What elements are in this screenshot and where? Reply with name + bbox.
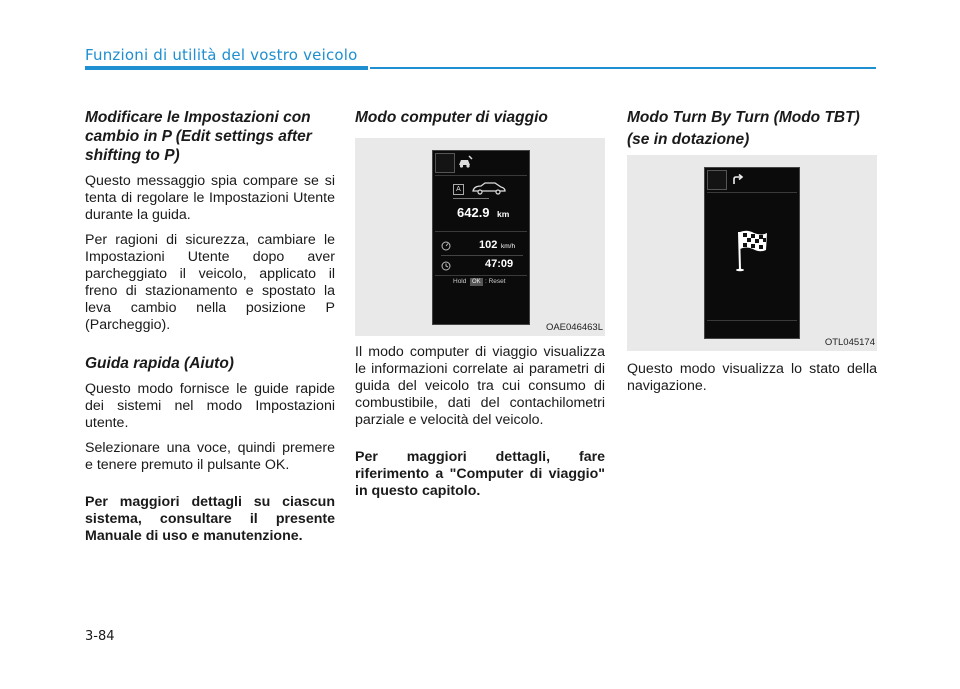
paragraph: Per ragioni di sicurezza, cambiare le Impostazioni Utente dopo aver parcheggiato il veicolo, applicato il freno di stazionamento e spostato la leva cambio nella posizione P (Parcheggio). [85, 232, 335, 333]
hold-text: Hold [453, 278, 467, 285]
paragraph: Selezionare una voce, quindi premere e tenere premuto il pulsante OK. [85, 440, 335, 473]
header-rule-thick [85, 66, 368, 70]
section-title: Funzioni di utilità del vostro veicolo [85, 46, 358, 64]
header-rule-thin [370, 67, 876, 69]
heading-trip-computer: Modo computer di viaggio [355, 109, 548, 126]
car-settings-icon [457, 155, 473, 169]
paragraph: Il modo computer di viaggio visualizza le informazioni correlate ai parametri di guida del veicolo tra cui consumo di combustibile, dati del contachilometri parziale e velocità del veicolo. [355, 344, 605, 428]
paragraph: Questo messaggio spia compare se si tenta di regolare le Impostazioni Utente durante la guida. [85, 173, 335, 223]
range-value: 642.9 [457, 205, 490, 220]
cluster-screen [432, 150, 530, 325]
cluster-screen [704, 167, 800, 339]
checkered-flag-icon [735, 228, 769, 272]
figure-code: OAE046463L [545, 322, 603, 333]
tbt-figure [627, 155, 877, 351]
ok-badge: OK [472, 279, 481, 285]
range-unit: km [497, 209, 510, 219]
car-icon [471, 181, 507, 195]
heading-tbt-optional: (se in dotazione) [627, 131, 750, 148]
column-2 [355, 108, 605, 508]
menu-tile [707, 170, 727, 190]
column-3 [627, 108, 877, 403]
speed-unit: km/h [501, 243, 516, 250]
heading-edit-settings: Modificare le Impostazioni con cambio in P (Edit settings after shifting to P) [85, 109, 312, 164]
trip-computer-figure [355, 138, 605, 336]
column-1 [85, 108, 335, 553]
turn-right-arrow-icon [732, 173, 744, 185]
speed-value: 102 [479, 239, 498, 251]
note-paragraph: Per maggiori dettagli, fare riferimento a "Computer di viaggio" in questo capitolo. [355, 449, 605, 499]
page-number: 3-84 [85, 629, 115, 644]
heading-quick-guide: Guida rapida (Aiuto) [85, 355, 234, 372]
gear-indicator: A [453, 184, 464, 195]
heading-tbt-mode: Modo Turn By Turn (Modo TBT) [627, 109, 860, 126]
figure-code: OTL045174 [824, 337, 875, 348]
speed-gauge-icon [441, 241, 451, 251]
reset-text: : Reset [485, 278, 506, 285]
clock-icon [441, 261, 451, 271]
paragraph: Questo modo visualizza lo stato della navigazione. [627, 361, 877, 394]
note-paragraph: Per maggiori dettagli su ciascun sistema, consultare il presente Manuale di uso e manutenzione. [85, 494, 335, 544]
menu-tile [435, 153, 455, 173]
paragraph: Questo modo fornisce le guide rapide dei sistemi nel modo Impostazioni utente. [85, 381, 335, 431]
time-value: 47:09 [485, 258, 514, 270]
